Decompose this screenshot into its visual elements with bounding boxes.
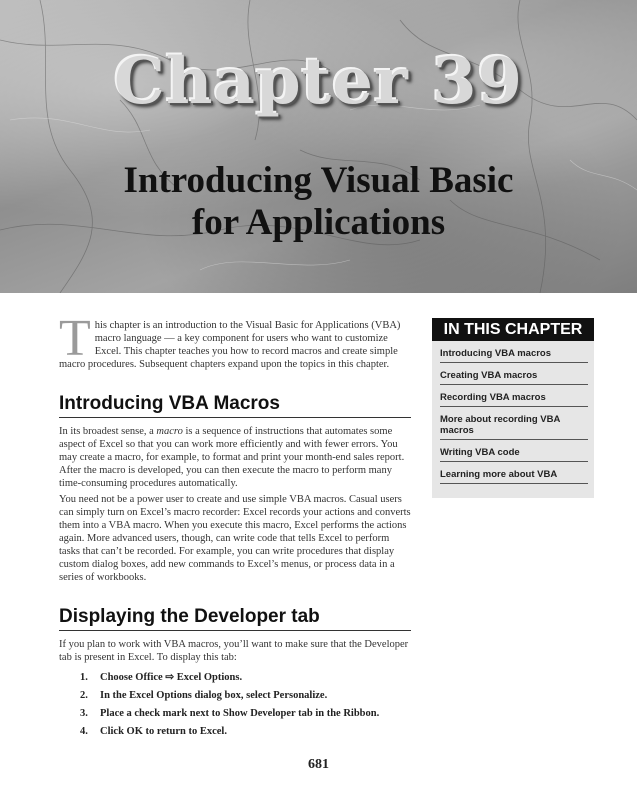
step-item — [80, 687, 410, 705]
para1-pre: In its broadest sense, a — [59, 426, 157, 437]
sidebar-item: Creating VBA macros — [440, 363, 588, 385]
sidebar-item: Recording VBA macros — [440, 385, 588, 407]
sidebar-list — [432, 341, 594, 484]
chapter-title — [0, 160, 637, 244]
sidebar-item: Writing VBA code — [440, 440, 588, 462]
step-item — [80, 669, 410, 687]
steps-list — [80, 669, 410, 741]
para1-post: is a sequence of instructions that automates some aspect of Excel so that you can work more efficiently and with fewer errors. You may create a macro, for example, to format and print your month-end sales report. After the macro is developed, you can then execute the macro to perform many time-consuming procedures automatically. — [59, 426, 405, 489]
section1-paragraph2: You need not be a power user to create and use simple VBA macros. Casual users can simply turn on Excel’s macro recorder: Excel records your actions and converts them into a VBA macro. When you execute this macro, Excel performs the actions again. More advanced users, though, can write code that tells Excel to perform tasks that can’t be recorded. For example, you can write procedures that display custom dialog boxes, add new commands to Excel’s menus, or process data in a series of workbooks. — [59, 494, 411, 583]
step-text: In the Excel Options dialog box, select Personalize. — [100, 690, 328, 701]
step-number: 1. — [80, 672, 88, 683]
section-heading-displaying-developer-tab: Displaying the Developer tab — [59, 606, 411, 631]
chapter-title-line2: for Applications — [191, 202, 446, 243]
step-number: 3. — [80, 708, 88, 719]
step-number: 4. — [80, 726, 88, 737]
step-text: Place a check mark next to Show Developer tab in the Ribbon. — [100, 708, 380, 719]
drop-cap: T — [59, 310, 91, 367]
step-item — [80, 723, 410, 741]
chapter-banner — [0, 0, 637, 293]
step-item — [80, 705, 410, 723]
section1-paragraph1 — [59, 425, 411, 490]
step-text: Choose Office ⇨ Excel Options. — [100, 672, 243, 683]
sidebar-item: More about recording VBA macros — [440, 407, 588, 440]
step-text: Click OK to return to Excel. — [100, 726, 227, 737]
section-heading-introducing-vba-macros: Introducing VBA Macros — [59, 393, 411, 418]
page-number: 681 — [308, 757, 329, 772]
para1-emphasis: macro — [156, 426, 183, 437]
in-this-chapter-sidebar — [432, 318, 594, 498]
intro-text: his chapter is an introduction to the Visual Basic for Applications (VBA) macro language — a key component for users who want to customize Excel. This chapter teaches you how to record macros and create simple macro procedures. Subsequent chapters expand upon the topics in this chapter. — [59, 320, 401, 370]
sidebar-header: IN THIS CHAPTER — [432, 318, 594, 341]
sidebar-item: Introducing VBA macros — [440, 341, 588, 363]
chapter-label: Chapter 39 — [113, 44, 524, 119]
step-number: 2. — [80, 690, 88, 701]
chapter-title-line1: Introducing Visual Basic — [123, 160, 514, 201]
intro-paragraph — [59, 310, 411, 371]
sidebar-item: Learning more about VBA — [440, 462, 588, 484]
section2-paragraph: If you plan to work with VBA macros, you’ll want to make sure that the Developer tab is present in Excel. To display this tab: — [59, 639, 409, 663]
